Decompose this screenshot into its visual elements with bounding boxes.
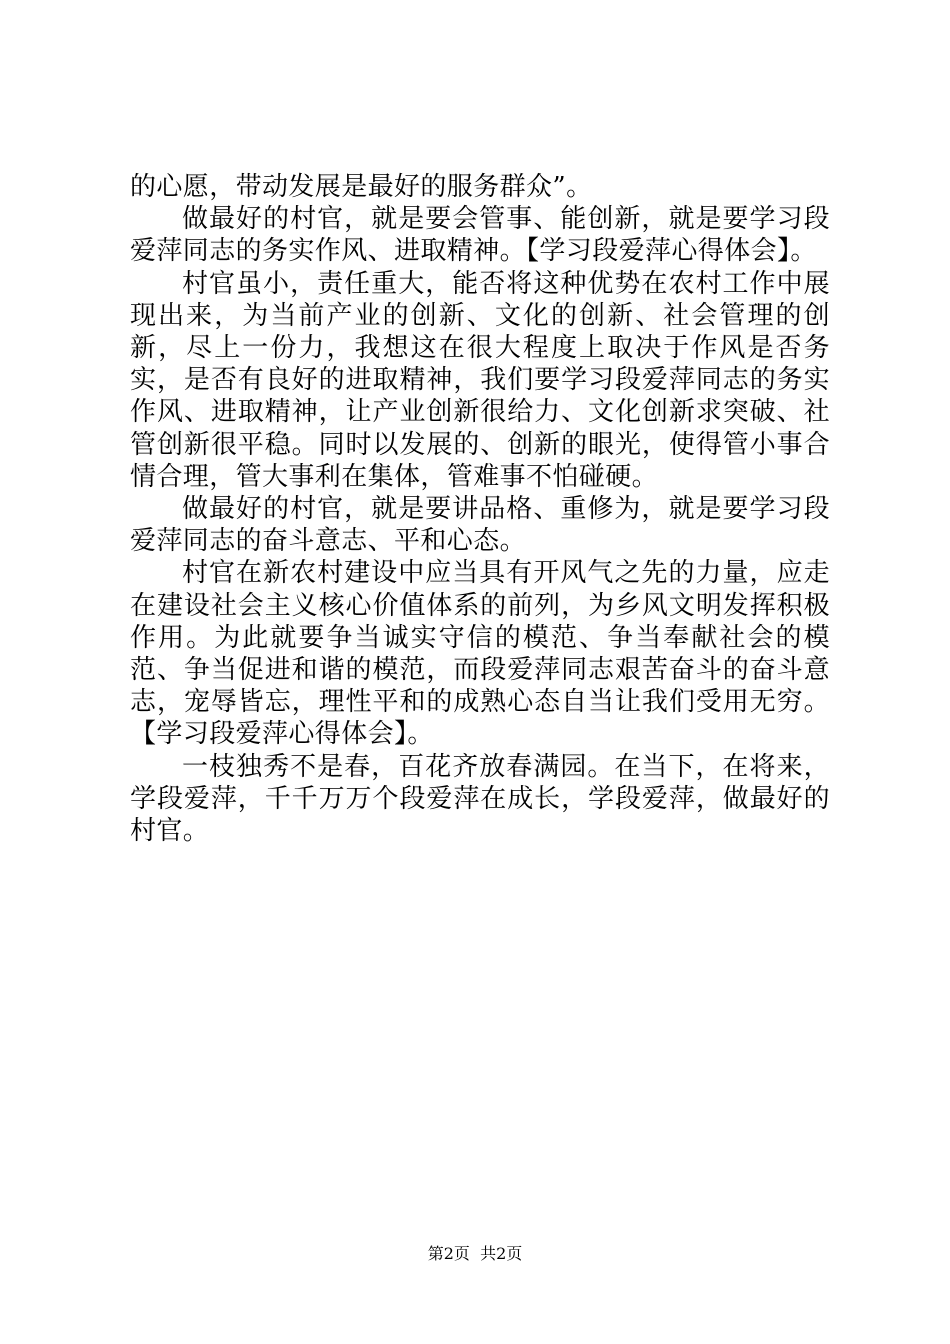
- paragraph: 一枝独秀不是春，百花齐放春满园。在当下，在将来，学段爱萍，千千万万个段爱萍在成长，学段爱萍，做最好的村官。: [130, 751, 830, 847]
- paragraph: 做最好的村官，就是要讲品格、重修为，就是要学习段爱萍同志的奋斗意志、平和心态。: [130, 494, 830, 557]
- paragraph: 村官虽小，责任重大，能否将这种优势在农村工作中展现出来，为当前产业的创新、文化的创新、社会管理的创新，尽上一份力，我想这在很大程度上取决于作风是否务实，是否有良好的进取精神，我们要学习段爱萍同志的务实作风、进取精神，让产业创新很给力、文化创新求突破、社管创新很平稳。同时以发展的、创新的眼光，使得管小事合情合理，管大事利在集体，管难事不怕碰硬。: [130, 268, 830, 492]
- total-pages: 共2页: [480, 1244, 523, 1263]
- footer-separator: [470, 1244, 480, 1263]
- page-footer: [0, 1244, 950, 1264]
- document-body: [130, 171, 830, 847]
- paragraph: 做最好的村官，就是要会管事、能创新，就是要学习段爱萍同志的务实作风、进取精神。【学习段爱萍心得体会】。: [130, 204, 830, 267]
- paragraph: 村官在新农村建设中应当具有开风气之先的力量，应走在建设社会主义核心价值体系的前列，为乡风文明发挥积极作用。为此就要争当诚实守信的模范、争当奉献社会的模范、争当促进和谐的模范，而段爱萍同志艰苦奋斗的奋斗意志，宠辱皆忘，理性平和的成熟心态自当让我们受用无穷。【学习段爱萍心得体会】。: [130, 558, 830, 750]
- page-number: 第2页: [427, 1244, 470, 1263]
- paragraph-continued: 的心愿，带动发展是最好的服务群众”。: [130, 172, 593, 202]
